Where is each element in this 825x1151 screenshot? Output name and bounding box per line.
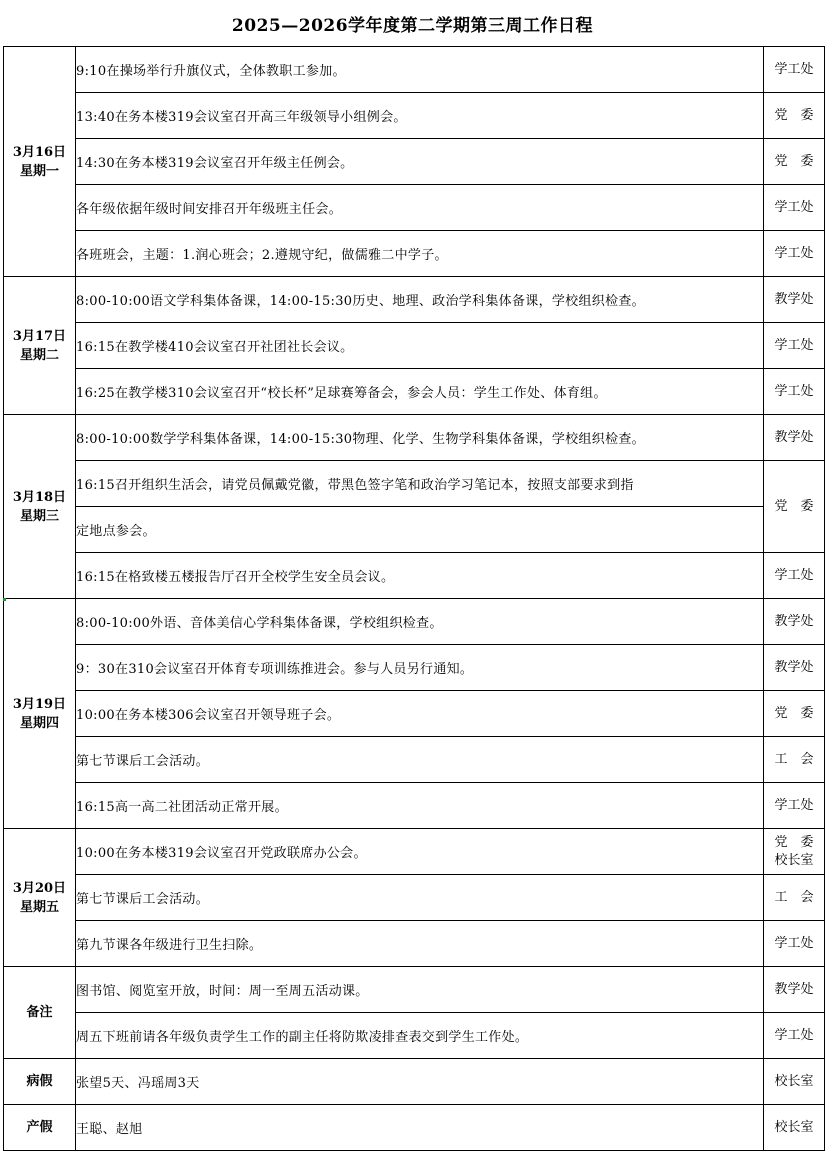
department-label: 党 委 (774, 705, 814, 721)
day-weekday: 星期二 (19, 347, 59, 363)
day-date: 3月20日 (12, 880, 67, 896)
department-label: 学工处 (774, 935, 814, 951)
department-label: 学工处 (774, 797, 814, 813)
table-row (4, 1105, 825, 1151)
day-weekday: 星期三 (19, 508, 59, 524)
schedule-item: 16:15召开组织生活会，请党员佩戴党徽，带黑色签字笔和政治学习笔记本，按照支部要求到指 (76, 461, 764, 507)
table-row (4, 875, 825, 921)
department-cell (764, 277, 825, 323)
note-item: 图书馆、阅览室开放，时间：周一至周五活动课。 (76, 967, 764, 1013)
department-label: 学工处 (774, 383, 814, 399)
department-label: 工 会 (774, 889, 814, 905)
department-cell (764, 645, 825, 691)
department-cell (764, 323, 825, 369)
department-label: 党 委 (774, 834, 814, 850)
day-weekday: 星期一 (19, 163, 59, 179)
schedule-item: 各班班会，主题：1.润心班会；2.遵规守纪，做儒雅二中学子。 (76, 231, 764, 277)
schedule-item: 10:00在务本楼319会议室召开党政联席办公会。 (76, 829, 764, 875)
schedule-item: 第七节课后工会活动。 (76, 737, 764, 783)
day-date: 3月18日 (12, 489, 67, 505)
day-weekday: 星期五 (19, 899, 59, 915)
department-cell (764, 967, 825, 1013)
department-cell (764, 921, 825, 967)
table-row (4, 691, 825, 737)
department-label: 教学处 (774, 659, 814, 675)
department-label: 校长室 (774, 1119, 814, 1135)
page-title: 2025—2026学年度第二学期第三周工作日程 (231, 15, 594, 36)
note-item: 周五下班前请各年级负责学生工作的副主任将防欺凌排查表交到学生工作处。 (76, 1013, 764, 1059)
day-cell-monday (4, 47, 76, 277)
department-cell (764, 599, 825, 645)
department-label: 校长室 (774, 1073, 814, 1089)
department-cell (764, 461, 825, 553)
department-label: 学工处 (774, 245, 814, 261)
table-row (4, 369, 825, 415)
department-cell (764, 415, 825, 461)
department-cell (764, 231, 825, 277)
department-label: 学工处 (774, 1027, 814, 1043)
department-cell (764, 553, 825, 599)
department-cell (764, 369, 825, 415)
table-row (4, 461, 825, 507)
department-cell (764, 1059, 825, 1105)
department-label: 学工处 (774, 567, 814, 583)
schedule-item: 8:00-10:00外语、音体美信心学科集体备课，学校组织检查。 (76, 599, 764, 645)
table-row (4, 507, 825, 553)
department-cell (764, 139, 825, 185)
schedule-item: 各年级依据年级时间安排召开年级班主任会。 (76, 185, 764, 231)
day-date: 3月17日 (12, 328, 67, 344)
department-cell (764, 875, 825, 921)
department-label: 教学处 (774, 291, 814, 307)
schedule-item: 16:15在格致楼五楼报告厅召开全校学生安全员会议。 (76, 553, 764, 599)
department-label: 学工处 (774, 337, 814, 353)
day-weekday: 星期四 (19, 715, 59, 731)
schedule-item: 13:40在务本楼319会议室召开高三年级领导小组例会。 (76, 93, 764, 139)
day-date: 3月16日 (12, 144, 67, 160)
schedule-table (3, 46, 825, 1151)
schedule-item: 16:15在教学楼410会议室召开社团社长会议。 (76, 323, 764, 369)
department-label: 党 委 (774, 107, 814, 123)
day-cell-thursday (4, 599, 76, 829)
department-cell (764, 737, 825, 783)
department-cell (764, 93, 825, 139)
table-row (4, 47, 825, 93)
sick-leave-label: 病假 (26, 1074, 53, 1089)
table-row (4, 185, 825, 231)
sick-leave-label-cell (4, 1059, 76, 1105)
table-row (4, 93, 825, 139)
table-row (4, 139, 825, 185)
table-row (4, 645, 825, 691)
schedule-item: 10:00在务本楼306会议室召开领导班子会。 (76, 691, 764, 737)
department-label: 学工处 (774, 199, 814, 215)
schedule-item: 9：30在310会议室召开体育专项训练推进会。参与人员另行通知。 (76, 645, 764, 691)
table-row (4, 415, 825, 461)
maternity-leave-label-cell (4, 1105, 76, 1151)
department-cell (764, 47, 825, 93)
department-label: 教学处 (774, 429, 814, 445)
table-row (4, 323, 825, 369)
notes-label: 备注 (26, 1005, 53, 1020)
maternity-leave-content: 王聪、赵旭 (76, 1105, 764, 1151)
department-label: 教学处 (774, 981, 814, 997)
sick-leave-content: 张望5天、冯瑶周3天 (76, 1059, 764, 1105)
department-cell (764, 829, 825, 875)
cell-marker (3, 598, 6, 601)
schedule-item: 8:00-10:00数学学科集体备课，14:00-15:30物理、化学、生物学科集体备课，学校组织检查。 (76, 415, 764, 461)
department-label: 教学处 (774, 613, 814, 629)
schedule-item: 16:15高一高二社团活动正常开展。 (76, 783, 764, 829)
day-date: 3月19日 (12, 696, 67, 712)
department-label: 党 委 (774, 498, 814, 514)
table-row (4, 599, 825, 645)
department-cell (764, 1105, 825, 1151)
department-label: 学工处 (774, 61, 814, 77)
maternity-leave-label: 产假 (26, 1120, 53, 1135)
day-cell-wednesday (4, 415, 76, 599)
department-label: 校长室 (774, 852, 814, 868)
department-cell (764, 185, 825, 231)
table-row (4, 783, 825, 829)
table-row (4, 553, 825, 599)
department-cell (764, 691, 825, 737)
table-row (4, 231, 825, 277)
schedule-item: 16:25在教学楼310会议室召开“校长杯”足球赛筹备会，参会人员：学生工作处、体育组。 (76, 369, 764, 415)
table-row (4, 921, 825, 967)
table-row (4, 1013, 825, 1059)
department-cell (764, 1013, 825, 1059)
schedule-item: 8:00-10:00语文学科集体备课，14:00-15:30历史、地理、政治学科集体备课，学校组织检查。 (76, 277, 764, 323)
department-cell (764, 783, 825, 829)
notes-label-cell (4, 967, 76, 1059)
table-row (4, 277, 825, 323)
table-row (4, 737, 825, 783)
schedule-item: 第七节课后工会活动。 (76, 875, 764, 921)
schedule-item-continued: 定地点参会。 (76, 507, 764, 553)
department-label: 党 委 (774, 153, 814, 169)
schedule-item: 14:30在务本楼319会议室召开年级主任例会。 (76, 139, 764, 185)
table-row (4, 1059, 825, 1105)
table-row (4, 829, 825, 875)
schedule-item: 第九节课各年级进行卫生扫除。 (76, 921, 764, 967)
day-cell-friday (4, 829, 76, 967)
schedule-item: 9:10在操场举行升旗仪式，全体教职工参加。 (76, 47, 764, 93)
day-cell-tuesday (4, 277, 76, 415)
table-row (4, 967, 825, 1013)
department-label: 工 会 (774, 751, 814, 767)
